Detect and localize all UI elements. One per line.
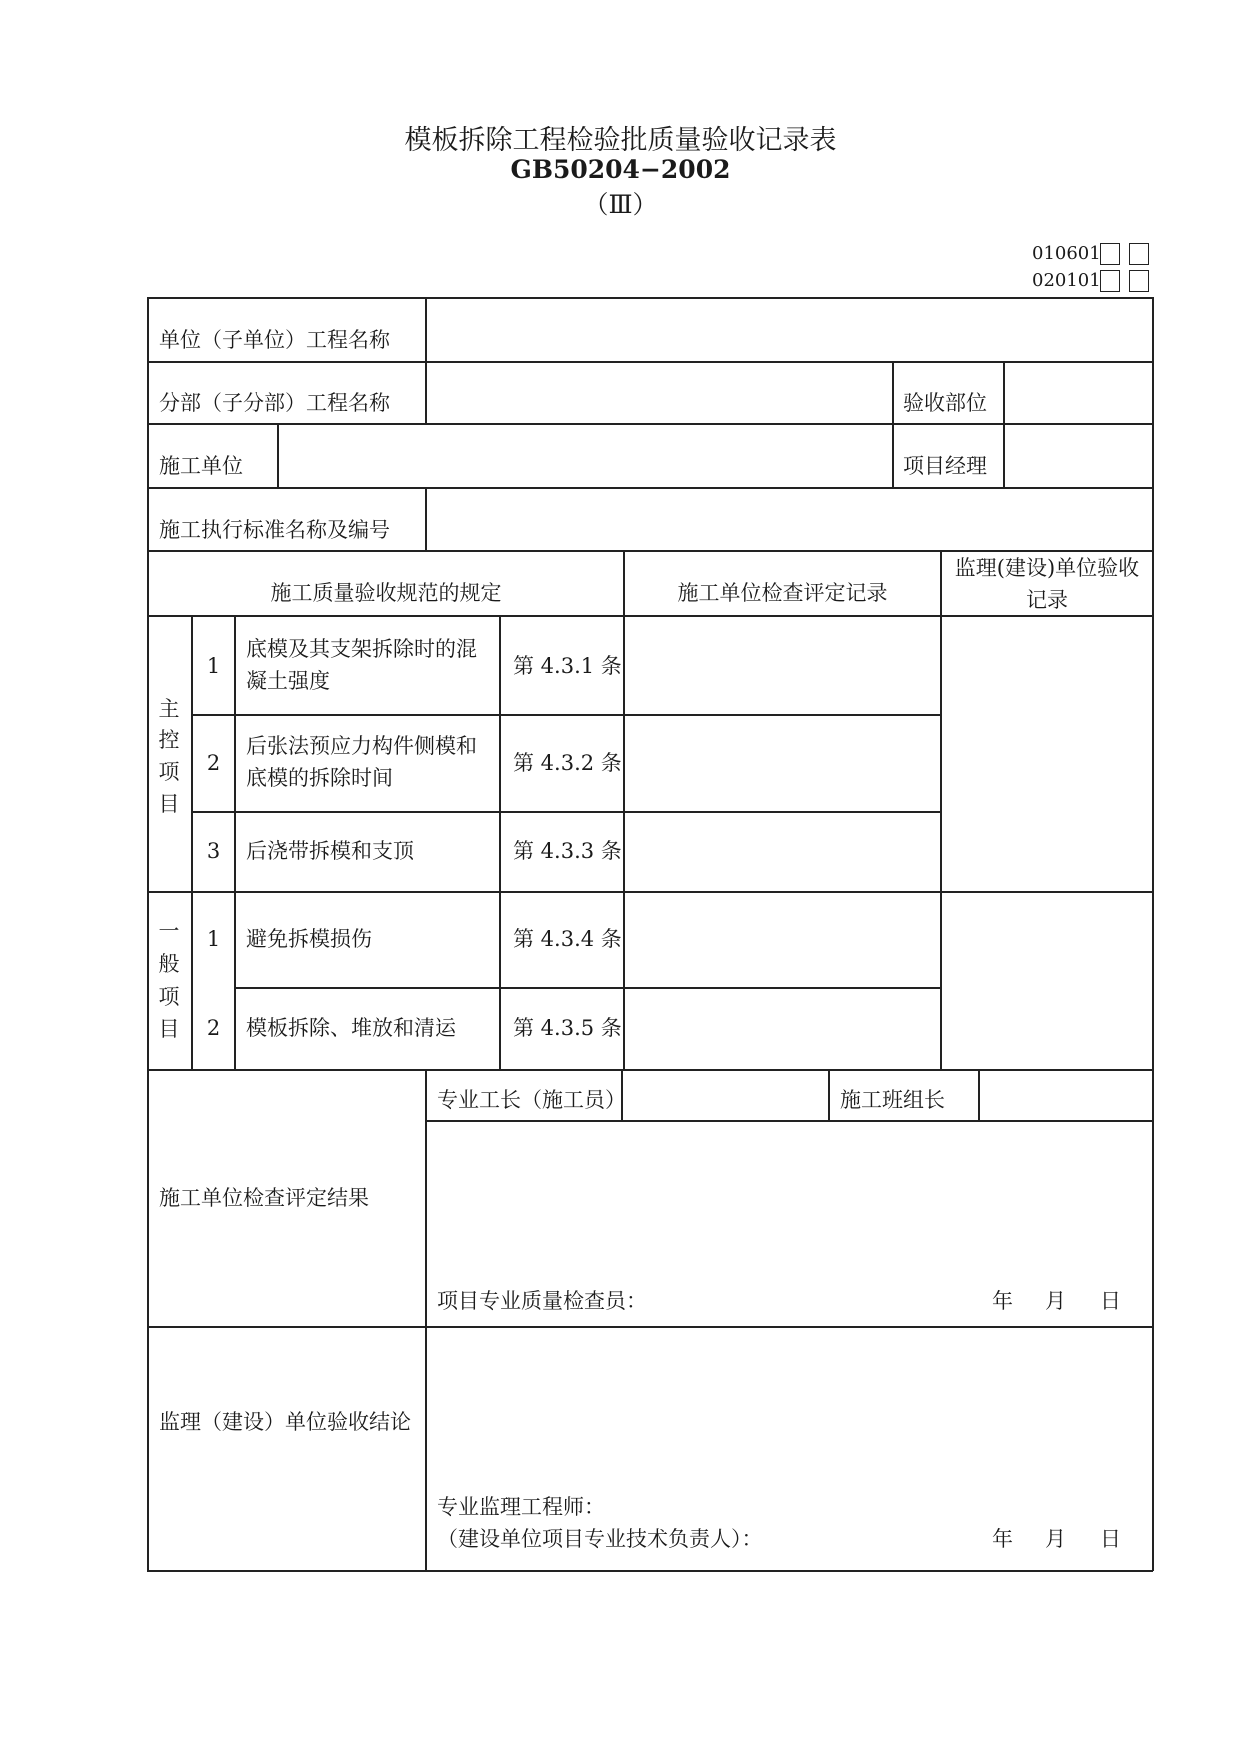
item-number: 3 (206, 839, 221, 863)
document-title: 模板拆除工程检验批质量验收记录表 (404, 125, 837, 156)
acceptance-part-label: 验收部位 (903, 391, 987, 415)
main-control-supervisor-record-field[interactable] (942, 617, 1151, 890)
subproject-label: 分部（子分部）工程名称 (159, 391, 390, 415)
supervisor-column-header-line1: 监理(建设)单位验收 (954, 556, 1140, 580)
item-clause: 第 4.3.4 条 (513, 927, 622, 951)
check-record-field[interactable] (625, 716, 939, 810)
item-description: 后张法预应力构件侧模和 (246, 734, 477, 758)
check-record-field[interactable] (625, 893, 939, 986)
foreman-field[interactable] (623, 1071, 827, 1119)
item-number: 2 (206, 751, 221, 775)
construction-result-label: 施工单位检查评定结果 (159, 1186, 369, 1210)
result-day-label: 日 (1100, 1289, 1121, 1313)
code-box-2b[interactable] (1129, 270, 1149, 292)
item-number: 1 (206, 927, 221, 951)
document-subtitle: （Ⅲ） (583, 190, 658, 219)
project-name-field[interactable] (427, 299, 1151, 360)
item-description: 后浇带拆模和支顶 (246, 839, 414, 863)
item-description-cont: 凝土强度 (246, 669, 330, 693)
project-name-label: 单位（子单位）工程名称 (159, 328, 390, 352)
standard-code: GB50204−2002 (510, 155, 731, 184)
owner-technical-lead-label: （建设单位项目专业技术负责人）： (437, 1527, 763, 1551)
standard-field[interactable] (427, 489, 1151, 549)
code-box-1b[interactable] (1129, 243, 1149, 265)
quality-inspector-label: 项目专业质量检查员： (437, 1289, 647, 1313)
acceptance-part-field[interactable] (1005, 363, 1151, 422)
check-record-field[interactable] (625, 617, 939, 713)
standard-label: 施工执行标准名称及编号 (159, 518, 390, 542)
item-description: 模板拆除、堆放和清运 (246, 1016, 456, 1040)
foreman-label: 专业工长（施工员） (437, 1088, 626, 1112)
team-leader-label: 施工班组长 (840, 1088, 945, 1112)
supervising-engineer-label: 专业监理工程师： (437, 1495, 605, 1519)
item-clause: 第 4.3.5 条 (513, 1016, 622, 1040)
supervisor-conclusion-field[interactable] (427, 1328, 1151, 1493)
form-code-2: 020101 (1032, 270, 1101, 291)
item-number: 1 (206, 654, 221, 678)
conclusion-year-label: 年 (992, 1527, 1013, 1551)
form-code-1: 010601 (1032, 243, 1101, 264)
check-column-header: 施工单位检查评定记录 (677, 581, 888, 605)
construction-unit-label: 施工单位 (159, 454, 243, 478)
result-month-label: 月 (1045, 1289, 1066, 1313)
construction-unit-field[interactable] (279, 425, 891, 486)
result-year-label: 年 (992, 1289, 1013, 1313)
spec-column-header: 施工质量验收规范的规定 (270, 581, 502, 605)
code-box-2a[interactable] (1100, 270, 1120, 292)
item-description: 避免拆模损伤 (246, 927, 372, 951)
conclusion-day-label: 日 (1100, 1527, 1121, 1551)
item-number: 2 (206, 1016, 221, 1040)
subproject-field[interactable] (427, 363, 891, 422)
item-clause: 第 4.3.1 条 (513, 654, 622, 678)
item-clause: 第 4.3.2 条 (513, 751, 622, 775)
general-supervisor-record-field[interactable] (942, 893, 1151, 1068)
project-manager-field[interactable] (1005, 425, 1151, 486)
item-description: 底模及其支架拆除时的混 (246, 637, 477, 661)
item-clause: 第 4.3.3 条 (513, 839, 622, 863)
conclusion-month-label: 月 (1045, 1527, 1066, 1551)
check-record-field[interactable] (625, 989, 939, 1068)
project-manager-label: 项目经理 (903, 454, 987, 478)
check-record-field[interactable] (625, 813, 939, 890)
item-description-cont: 底模的拆除时间 (246, 766, 393, 790)
supervisor-conclusion-label: 监理（建设）单位验收结论 (159, 1410, 411, 1434)
team-leader-field[interactable] (980, 1071, 1151, 1119)
code-box-1a[interactable] (1100, 243, 1120, 265)
supervisor-column-header-line2: 记录 (1026, 588, 1068, 612)
construction-result-field[interactable] (427, 1122, 1151, 1282)
